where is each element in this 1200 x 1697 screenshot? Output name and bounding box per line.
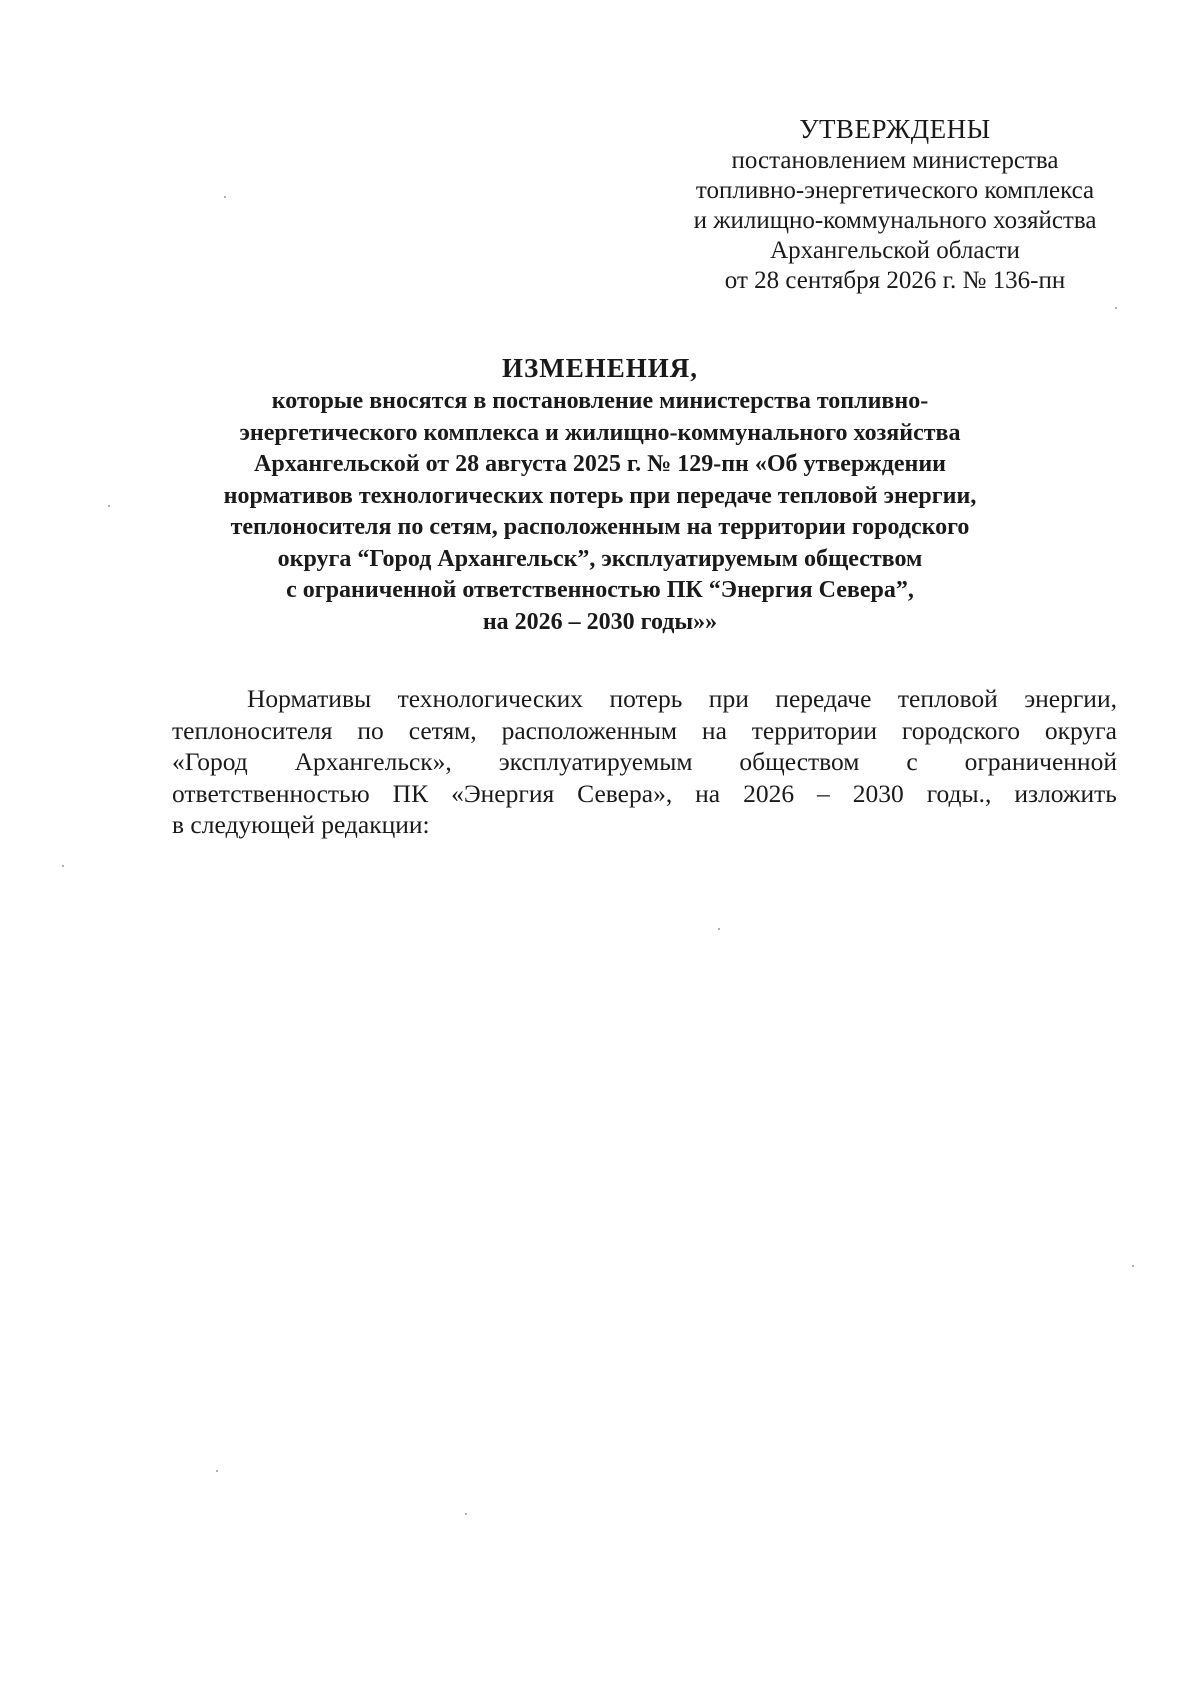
word: на <box>701 715 727 745</box>
title-line: которые вносятся в постановление министерства топливно- <box>271 388 929 414</box>
word: на <box>695 778 721 808</box>
word: технологических <box>397 684 583 713</box>
word: 2030 <box>852 778 904 808</box>
approval-line: Архангельской области <box>770 237 1020 264</box>
paragraph-line <box>172 778 1117 810</box>
word: территории <box>751 715 877 745</box>
paragraph-line <box>172 683 1117 715</box>
scan-speck <box>1132 1265 1134 1267</box>
word: городского <box>901 715 1020 745</box>
word: Севера», <box>577 778 673 808</box>
word: Архангельск», <box>294 747 452 776</box>
paragraph-line <box>172 809 1117 841</box>
document-title <box>150 350 1050 638</box>
word: энергии, <box>1024 684 1117 713</box>
word: округа <box>1044 715 1117 745</box>
approval-line: и жилищно-коммунального хозяйства <box>693 207 1097 234</box>
word: 2026 <box>743 778 795 808</box>
word: с <box>906 747 918 776</box>
word: «Энергия <box>451 778 555 808</box>
word: потерь <box>609 684 683 713</box>
word: расположенным <box>501 715 678 745</box>
scan-speck <box>108 505 110 507</box>
word: передаче <box>775 684 872 713</box>
scan-speck <box>224 196 226 198</box>
title-line: с ограниченной ответственностью ПК “Энергия Севера”, <box>286 577 914 603</box>
word: ПК <box>392 778 429 808</box>
word: эксплуатируемым <box>498 747 693 776</box>
word: по <box>357 715 384 745</box>
word: Нормативы <box>247 684 372 713</box>
word: годы., <box>926 778 992 808</box>
scan-speck <box>465 1513 467 1515</box>
word: сетям, <box>408 715 477 745</box>
title-line: округа “Город Архангельск”, эксплуатируемым обществом <box>277 545 923 572</box>
scan-speck <box>216 1470 218 1472</box>
word: ответственностью <box>172 778 370 808</box>
paragraph-line <box>172 746 1117 778</box>
title-line: энергетического комплекса и жилищно-коммунального хозяйства <box>239 419 961 446</box>
word: тепловой <box>897 684 998 713</box>
word: «Город <box>172 747 248 776</box>
title-line: Архангельской от 28 августа 2025 г. № 129-пн «Об утверждении <box>254 451 946 477</box>
title-line: теплоносителя по сетям, расположенным на территории городского <box>230 514 970 540</box>
paragraph-line <box>172 715 1117 747</box>
word: при <box>708 684 749 713</box>
scan-speck <box>718 928 720 930</box>
approval-line: топливно-энергетического комплекса <box>695 177 1095 204</box>
approval-block <box>640 112 1150 296</box>
scan-speck <box>62 865 64 867</box>
word: ограниченной <box>964 747 1117 776</box>
word: обществом <box>739 747 860 776</box>
scan-speck <box>1115 307 1117 309</box>
word: изложить <box>1014 778 1117 808</box>
title-line: нормативов технологических потерь при передаче тепловой энергии, <box>223 482 977 509</box>
word: – <box>817 778 830 808</box>
word: в следующей редакции: <box>172 810 430 839</box>
word: теплоносителя <box>172 715 333 745</box>
approval-line: постановлением министерства <box>731 147 1059 174</box>
title-line: на 2026 – 2030 годы»» <box>482 608 718 635</box>
body-paragraph <box>172 683 1117 841</box>
title-heading: ИЗМЕНЕНИЯ, <box>501 353 698 383</box>
approval-heading: УТВЕРЖДЕНЫ <box>799 114 991 144</box>
approval-line: от 28 сентября 2026 г. № 136-пн <box>724 267 1066 294</box>
